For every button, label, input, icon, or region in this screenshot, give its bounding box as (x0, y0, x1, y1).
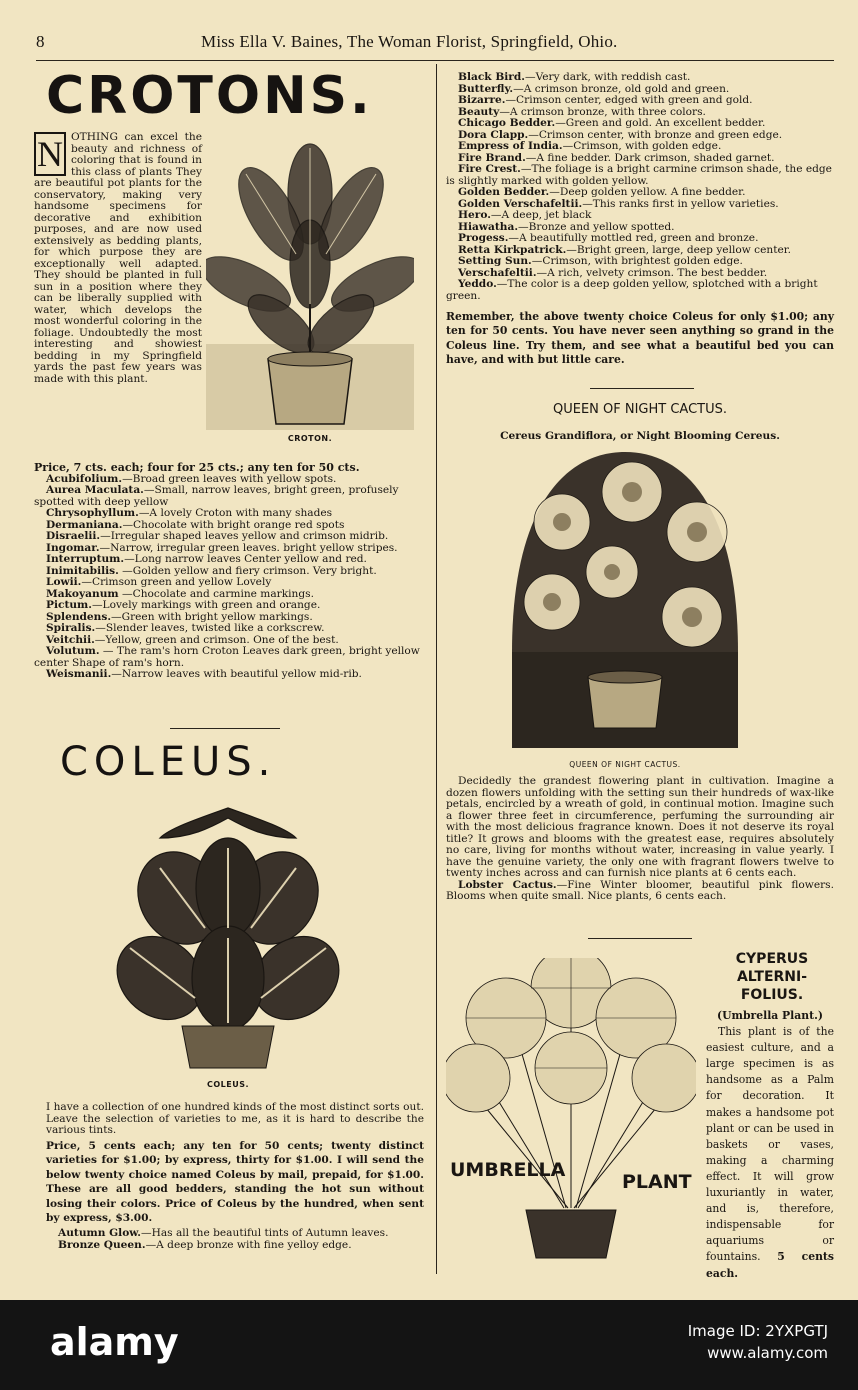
list-item: Fire Brand.—A fine bedder. Dark crimson, shaded garnet. (458, 151, 775, 164)
alamy-logo: alamy (50, 1320, 179, 1364)
header-rule (36, 60, 834, 61)
cactus-text (446, 776, 834, 903)
cactus-caption: QUEEN OF NIGHT CACTUS. (569, 760, 681, 769)
list-item: Dora Clapp.—Crimson center, with bronze and green edge. (458, 128, 783, 141)
croton-price: Price, 7 cts. each; four for 25 cts.; any ten for 50 cts. (34, 461, 360, 474)
croton-plant-icon (206, 134, 414, 430)
coleus-intro: I have a collection of one hundred kinds of the most distinct sorts out. Leave the selection of varieties to me, as it is hard to describe the various tints. (46, 1101, 424, 1136)
list-item: Lowii.—Crimson green and yellow Lovely (46, 576, 272, 588)
page-number: 8 (36, 32, 45, 51)
cyperus-heading-line2: ALTERNI- (736, 969, 808, 985)
list-item: Bizarre.—Crimson center, edged with green and gold. (458, 94, 753, 106)
coleus-text (46, 1102, 424, 1251)
list-item: Dermaniana.—Chocolate with bright orange red spots (46, 518, 345, 531)
list-item: Yeddo.—The color is a deep golden yellow, splotched with a bright green. (446, 278, 818, 302)
list-item: Hiawatha.—Bronze and yellow spotted. (458, 220, 675, 233)
cactus-body: Decidedly the grandest flowering plant in cultivation. Imagine a dozen flowers unfolding with the setting sun their hundreds of wax-like petals, encircled by a wreath of gold, in continual motion. Imagine such a flower three feet in circumference, perfuming the surrounding air with the most delicious fragrance known. Does it not deserve its royal title? It grows and blooms with the greatest ease, requires absolutely no care, living for months without water, increasing in value yearly. I have the genuine variety, the only one with fragrant flowers twelve to twenty inches across and can furnish nice plants at 6 cents each. (446, 775, 834, 879)
list-item: Lobster Cactus.—Fine Winter bloomer, beautiful pink flowers. Blooms when quite small. Nice plants, 6 cents each. (446, 878, 834, 902)
page-header (36, 28, 834, 58)
image-id-block (688, 1320, 828, 1364)
list-item: Black Bird.—Very dark, with reddish cast. (458, 71, 691, 83)
list-item: Pictum.—Lovely markings with green and orange. (46, 599, 321, 611)
section-rule (590, 388, 694, 389)
cactus-flower-icon (512, 452, 738, 748)
croton-list (34, 462, 422, 681)
cyperus-subheading: (Umbrella Plant.) (717, 1009, 823, 1022)
list-item: Butterfly.—A crimson bronze, old gold and green. (458, 82, 730, 95)
image-id: Image ID: 2YXPGTJ (687, 1322, 828, 1340)
cactus-illustration (512, 452, 738, 748)
cyperus-heading-line3: FOLIUS. (740, 987, 804, 1003)
section-rule (170, 728, 280, 729)
croton-intro-text: OTHING can excel the beauty and richness of coloring that is found in this class of plants They are beautiful pot plants for the conservatory, making very handsome specimens for decorative and exhibition purposes, and are now used extensively as bedding plants, for which purpose they are exceptionally well adapted. They should be planted in full sun in a position where they can be liberally supplied with water, which develops the most wonderful coloring in the foliage. Undoubtedly the most interesting and showiest bedding in my Springfield yards the past few years was made with this plant. (34, 131, 202, 385)
list-item: Aurea Maculata.—Small, narrow leaves, bright green, profusely spotted with deep yellow (34, 484, 399, 508)
cactus-subheading: Cereus Grandiflora, or Night Blooming Cereus. (500, 430, 780, 442)
list-item: Ingomar.—Narrow, irregular green leaves. bright yellow stripes. (46, 541, 398, 554)
crotons-heading: CROTONS. (46, 66, 373, 126)
umbrella-label: UMBRELLA (450, 1159, 566, 1181)
umbrella-plant-illustration (446, 958, 696, 1262)
cyperus-heading (704, 950, 840, 1004)
umbrella-plant-icon (446, 958, 696, 1262)
plant-label: PLANT (622, 1171, 692, 1193)
croton-intro (34, 132, 202, 385)
list-item: Beauty—A crimson bronze, with three colors. (458, 105, 706, 118)
coleus-heading: COLEUS. (60, 739, 277, 785)
list-item: Disraelii.—Irregular shaped leaves yellow and crimson midrib. (46, 530, 389, 542)
cyperus-heading-line1: CYPERUS (735, 951, 809, 967)
list-item: Setting Sun.—Crimson, with brightest golden edge. (458, 255, 743, 267)
site-url: www.alamy.com (707, 1344, 828, 1362)
list-item: Interruptum.—Long narrow leaves Center yellow and red. (46, 553, 367, 565)
list-item: Autumn Glow.—Has all the beautiful tints of Autumn leaves. (58, 1227, 389, 1240)
coleus-price: Price, 5 cents each; any ten for 50 cents; twenty distinct varieties for $1.00; by express, thirty for $1.00. I will send the below twenty choice named Coleus by mail, prepaid, for $1.00. These are all good bedders, standing the hot sun without losing their colors. Price of Coleus by the hundred, when sent by express, $3.00. (46, 1139, 424, 1225)
list-item: Acubifolium.—Broad green leaves with yellow spots. (46, 472, 337, 485)
list-item: Retta Kirkpatrick.—Bright green, large, deep yellow center. (458, 243, 791, 256)
list-item: Chrysophyllum.—A lovely Croton with many shades (46, 507, 333, 519)
list-item: Chicago Bedder.—Green and gold. An excellent bedder. (458, 117, 766, 129)
page-header-title: Miss Ella V. Baines, The Woman Florist, Springfield, Ohio. (201, 32, 618, 51)
list-item: Golden Bedder.—Deep golden yellow. A fine bedder. (458, 186, 746, 198)
cyperus-price: 5 cents each. (706, 1250, 834, 1280)
coleus-list-continued (446, 72, 834, 368)
list-item: Spiralis.—Slender leaves, twisted like a corkscrew. (46, 622, 325, 634)
list-item: Weismanii.—Narrow leaves with beautiful yellow mid-rib. (46, 668, 362, 680)
list-item: Verschafeltii.—A rich, velvety crimson. The best bedder. (458, 266, 768, 279)
coleus-caption: COLEUS. (206, 1080, 250, 1089)
croton-illustration (206, 134, 414, 430)
list-item: Volutum. — The ram's horn Croton Leaves dark green, bright yellow center Shape of ram's horn. (34, 645, 420, 669)
column-divider (436, 64, 437, 1274)
list-item: Progess.—A beautifully mottled red, green and bronze. (458, 232, 759, 244)
section-rule (588, 938, 692, 939)
list-item: Fire Crest.—The foliage is a bright carmine crimson shade, the edge is slightly marked with golden yellow. (446, 163, 832, 187)
cyperus-body: This plant is of the easiest culture, and a large specimen is as handsome as a Palm for decoration. It makes a handsome pot plant or can be used in baskets or vases, making a charming effect. It will grow luxuriantly in water, and is, therefore, indispensable for aquariums or fountains. 5 cents each. (706, 1025, 834, 1280)
dropcap: N (34, 132, 66, 176)
list-item: Makoyanum —Chocolate and carmine markings. (46, 587, 314, 600)
croton-caption: CROTON. (287, 434, 333, 443)
coleus-remember: Remember, the above twenty choice Coleus for only $1.00; any ten for 50 cents. You have never seen anything so grand in the Coleus line. Try them, and see what a beautiful bed you can have, and with but little care. (446, 310, 834, 367)
coleus-illustration (110, 798, 346, 1070)
list-item: Golden Verschafeltii.—This ranks first in yellow varieties. (458, 197, 779, 210)
list-item: Veitchii.—Yellow, green and crimson. One of the best. (46, 633, 339, 646)
cyperus-text (706, 1008, 834, 1282)
list-item: Empress of India.—Crimson, with golden edge. (458, 140, 722, 152)
coleus-plant-icon (110, 798, 346, 1070)
list-item: Splendens.—Green with bright yellow markings. (46, 610, 313, 623)
list-item: Hero.—A deep, jet black (458, 209, 592, 221)
list-item: Inimitabilis. —Golden yellow and fiery crimson. Very bright. (46, 564, 377, 577)
list-item: Bronze Queen.—A deep bronze with fine yelloy edge. (58, 1238, 352, 1251)
cactus-heading: QUEEN OF NIGHT CACTUS. (552, 402, 727, 417)
